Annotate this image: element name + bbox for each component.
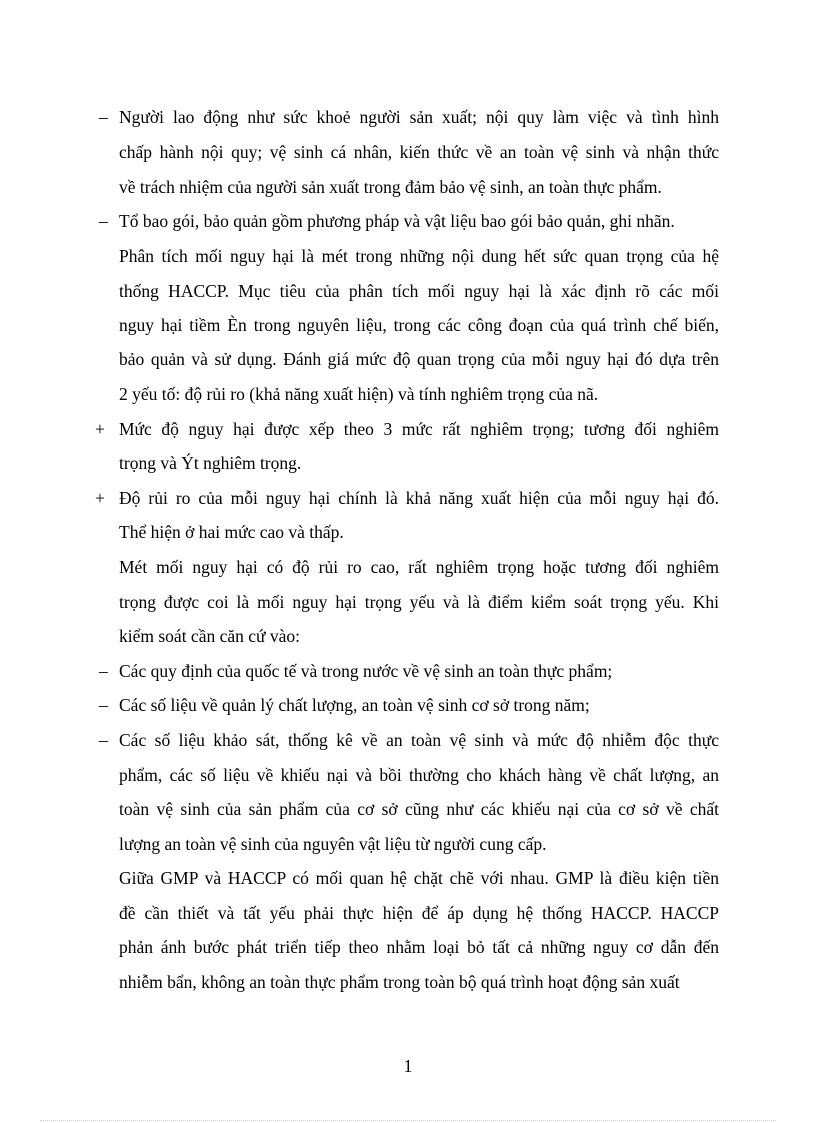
text-line: lượng an toàn vệ sinh của nguyên vật liệu từ người cung cấp. (119, 834, 547, 854)
text-line: Giữa GMP và HACCP có mối quan hệ chặt chẽ với nhau. GMP là điều kiện tiền (119, 868, 719, 888)
bullet-plus: + (95, 419, 105, 439)
bullet-plus: + (95, 488, 105, 508)
page-bottom-divider (40, 1120, 776, 1121)
text-line: Người lao động như sức khoẻ người sản xuất; nội quy làm việc và tình hình (119, 107, 719, 127)
text-line: Tổ bao gói, bảo quản gồm phương pháp và vật liệu bao gói bảo quản, ghi nhãn. (119, 211, 675, 231)
text-line: phản ánh bước phát triển tiếp theo nhằm loại bỏ tất cả những nguy cơ dẫn đến (119, 937, 719, 957)
text-line: bảo quản và sử dụng. Đánh giá mức độ quan trọng của mỗi nguy hại đó dựa trên (119, 349, 719, 369)
text-line: chấp hành nội quy; vệ sinh cá nhân, kiến thức về an toàn vệ sinh và nhận thức (119, 142, 719, 162)
text-line: đề cần thiết và tất yếu phải thực hiện để áp dụng hệ thống HACCP. HACCP (119, 903, 719, 923)
text-line: về trách nhiệm của người sản xuất trong đảm bảo vệ sinh, an toàn thực phẩm. (119, 177, 662, 197)
page-number: 1 (403, 1056, 413, 1076)
text-line: Phân tích mối nguy hại là mét trong những nội dung hết sức quan trọng của hệ (119, 246, 719, 266)
text-line: Mét mối nguy hại có độ rủi ro cao, rất nghiêm trọng hoặc tương đối nghiêm (119, 557, 719, 577)
bullet-dash: – (99, 211, 108, 231)
text-line: kiểm soát cần căn cứ vào: (119, 626, 301, 646)
text-line: toàn vệ sinh của sản phẩm của cơ sở cũng như các khiếu nại của cơ sở về chất (119, 799, 719, 819)
text-line: trọng và Ýt nghiêm trọng. (119, 453, 302, 473)
text-line: Độ rủi ro của mỗi nguy hại chính là khả năng xuất hiện của mỗi nguy hại đó. (119, 488, 719, 508)
text-line: nhiễm bẩn, không an toàn thực phẩm trong toàn bộ quá trình hoạt động sản xuất (119, 972, 680, 992)
text-line: Thể hiện ở hai mức cao và thấp. (119, 522, 344, 542)
text-line: phẩm, các số liệu về khiếu nại và bồi thường cho khách hàng về chất lượng, an (119, 765, 719, 785)
bullet-dash: – (99, 695, 108, 715)
text-line: thống HACCP. Mục tiêu của phân tích mối nguy hại là xác định rõ các mối (119, 281, 719, 301)
text-line: Các số liệu khảo sát, thống kê về an toàn vệ sinh và mức độ nhiễm độc thực (119, 730, 719, 750)
text-line: Các số liệu về quản lý chất lượng, an toàn vệ sinh cơ sở trong năm; (119, 695, 590, 715)
bullet-dash: – (99, 730, 108, 750)
text-line: 2 yếu tố: độ rủi ro (khả năng xuất hiện) và tính nghiêm trọng của nã. (119, 384, 599, 404)
text-line: nguy hại tiềm Èn trong nguyên liệu, trong các công đoạn của quá trình chế biến, (119, 315, 719, 335)
text-line: Các quy định của quốc tế và trong nước về vệ sinh an toàn thực phẩm; (119, 661, 613, 681)
bullet-dash: – (99, 661, 108, 681)
text-line: trọng được coi là mối nguy hại trọng yếu và là điểm kiểm soát trọng yếu. Khi (119, 592, 719, 612)
bullet-dash: – (99, 107, 108, 127)
text-line: Mức độ nguy hại được xếp theo 3 mức rất nghiêm trọng; tương đối nghiêm (119, 419, 719, 439)
